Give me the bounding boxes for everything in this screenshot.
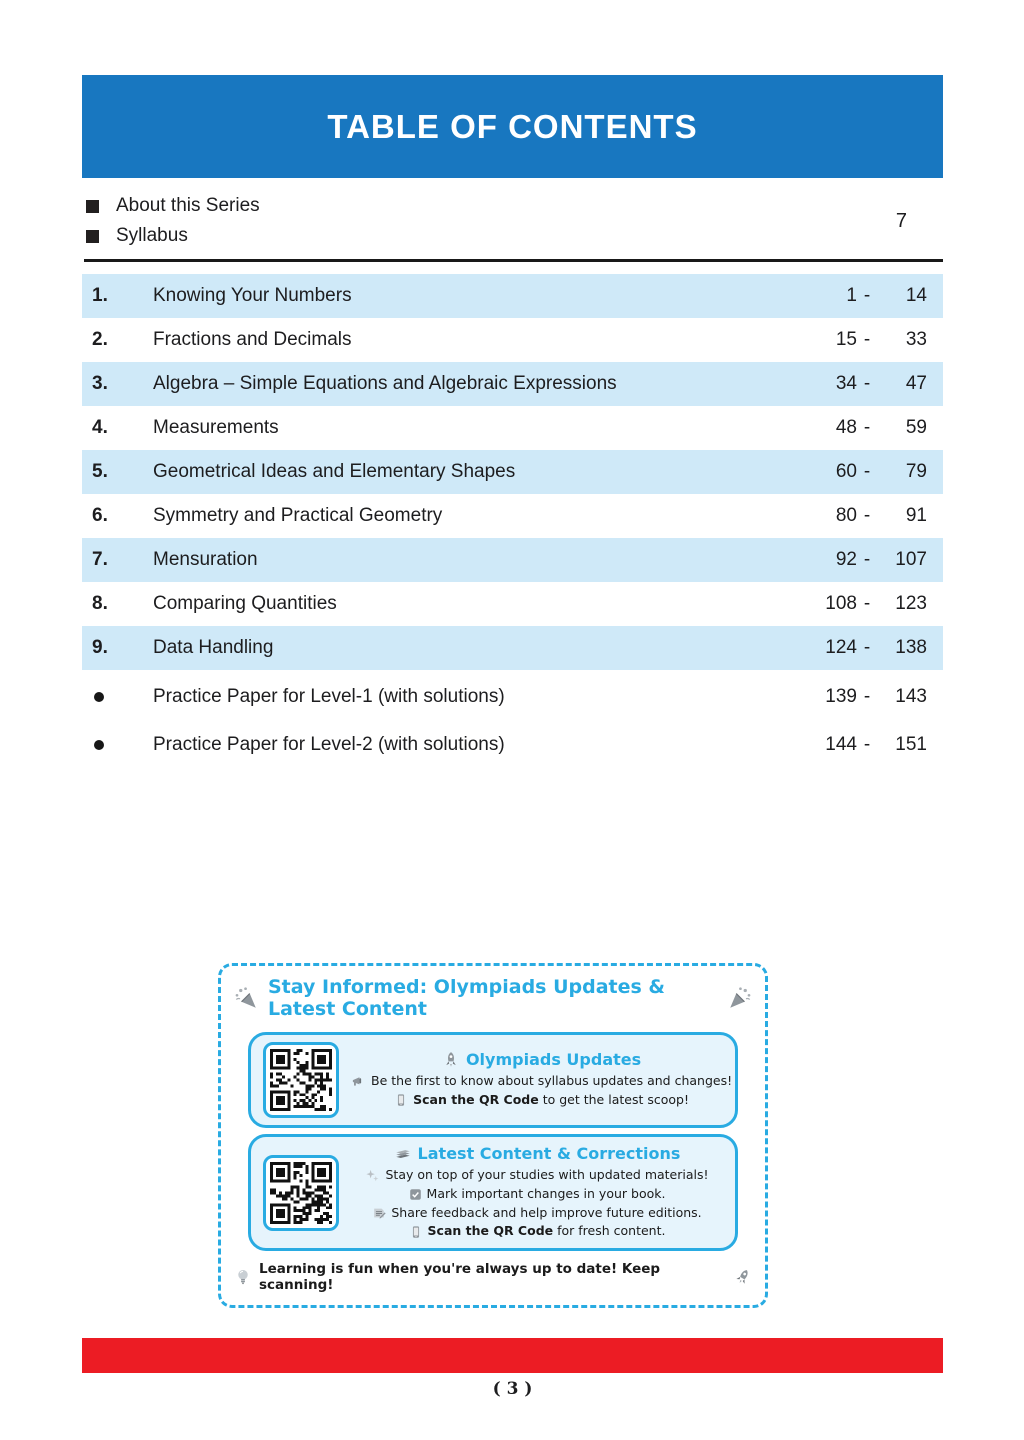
- front-matter-item: [84, 191, 943, 221]
- chapter-title: Knowing Your Numbers: [153, 285, 352, 306]
- practice-paper-title: Practice Paper for Level-2 (with solutions): [153, 734, 505, 755]
- table-row: [82, 494, 943, 538]
- front-matter-item: [84, 221, 943, 251]
- page-range: 34 - 47: [835, 373, 927, 394]
- chapter-title: Measurements: [153, 417, 279, 438]
- stay-informed-title-row: [234, 974, 752, 1026]
- toc-page: [82, 75, 943, 1399]
- party-popper-icon: [234, 986, 258, 1010]
- books-icon: [394, 1145, 412, 1163]
- table-row: [82, 406, 943, 450]
- table-row: [82, 626, 943, 670]
- table-row: [82, 538, 943, 582]
- chapter-number: 2.: [92, 329, 108, 350]
- page-range: 92 - 107: [835, 549, 927, 570]
- page-range: 108 - 123: [825, 593, 927, 614]
- front-matter-label: About this Series: [116, 195, 260, 216]
- bullet-cell: [82, 692, 138, 702]
- practice-paper-row: [82, 723, 943, 767]
- phone-icon: [394, 1093, 408, 1107]
- chapter-number: 1.: [92, 285, 108, 306]
- qr-code: [263, 1042, 339, 1118]
- megaphone-icon: [351, 1074, 366, 1089]
- chapter-number: 7.: [92, 549, 108, 570]
- chapter-title: Symmetry and Practical Geometry: [153, 505, 443, 526]
- table-row: [82, 582, 943, 626]
- circle-bullet-icon: [94, 740, 104, 750]
- olympiads-updates-card: [248, 1032, 738, 1128]
- info-footer-row: [234, 1261, 752, 1293]
- chapter-title: Fractions and Decimals: [153, 329, 352, 350]
- page-range: 48 - 59: [835, 417, 927, 438]
- chapter-number: 5.: [92, 461, 108, 482]
- chapter-title: Comparing Quantities: [153, 593, 337, 614]
- card-line: Mark important changes in your book.: [351, 1185, 723, 1204]
- divider-rule: [84, 259, 943, 262]
- chapter-title: Geometrical Ideas and Elementary Shapes: [153, 461, 516, 482]
- front-matter-section: [82, 178, 943, 262]
- page-number: ( 3 ): [492, 1379, 533, 1399]
- info-footer-text: Learning is fun when you're always up to date! Keep scanning!: [259, 1261, 661, 1293]
- page-range: 60 - 79: [835, 461, 927, 482]
- card-title: Latest Content & Corrections: [417, 1144, 681, 1163]
- practice-paper-title: Practice Paper for Level-1 (with solutions): [153, 686, 505, 707]
- page-header-banner: [82, 75, 943, 178]
- chapter-title: Data Handling: [153, 637, 274, 658]
- rocket-icon: [442, 1051, 460, 1069]
- light-bulb-icon: [234, 1268, 252, 1286]
- chapter-number: 9.: [92, 637, 108, 658]
- page-range: 80 - 91: [835, 505, 927, 526]
- chapter-title: Algebra – Simple Equations and Algebraic Expressions: [153, 373, 617, 394]
- card-title-row: [351, 1050, 732, 1069]
- page-range: 124 - 138: [825, 637, 927, 658]
- party-popper-icon: [728, 986, 752, 1010]
- card-title-row: [351, 1144, 723, 1163]
- sparkles-icon: [365, 1168, 380, 1183]
- red-footer-bar: [82, 1338, 943, 1373]
- front-matter-page-number: 7: [895, 209, 907, 232]
- chapter-number: 8.: [92, 593, 108, 614]
- latest-content-card: [248, 1134, 738, 1251]
- rocket-icon: [734, 1268, 752, 1286]
- page-range: 1 - 14: [846, 285, 927, 306]
- circle-bullet-icon: [94, 692, 104, 702]
- bullet-cell: [82, 740, 138, 750]
- table-row: [82, 318, 943, 362]
- card-title: Olympiads Updates: [465, 1050, 642, 1070]
- page-range: 139 - 143: [825, 686, 927, 707]
- practice-paper-row: [82, 675, 943, 719]
- stay-informed-box: [218, 963, 768, 1308]
- page-range: 144 - 151: [825, 734, 927, 755]
- chapter-number: 4.: [92, 417, 108, 438]
- chapter-list: [82, 274, 943, 767]
- table-row: [82, 274, 943, 318]
- square-bullet-icon: [86, 200, 99, 213]
- page-title: TABLE OF CONTENTS: [327, 107, 698, 145]
- checkbox-icon: [409, 1188, 422, 1201]
- qr-code: [263, 1155, 339, 1231]
- chapter-number: 6.: [92, 505, 108, 526]
- memo-icon: [372, 1206, 386, 1220]
- card-line: Stay on top of your studies with updated materials!: [351, 1166, 723, 1185]
- card-body: [351, 1050, 732, 1110]
- table-row: [82, 362, 943, 406]
- table-row: [82, 450, 943, 494]
- card-line: Be the first to know about syllabus updates and changes!: [351, 1072, 732, 1091]
- card-line: Scan the QR Code to get the latest scoop!: [351, 1091, 732, 1110]
- chapter-number: 3.: [92, 373, 108, 394]
- card-line: Scan the QR Code for fresh content.: [351, 1222, 723, 1241]
- front-matter-label: Syllabus: [116, 225, 188, 246]
- square-bullet-icon: [86, 230, 99, 243]
- card-body: [351, 1144, 723, 1241]
- chapter-title: Mensuration: [153, 549, 258, 570]
- stay-informed-title: Stay Informed: Olympiads Updates & Latest Content: [268, 976, 666, 1020]
- card-line: Share feedback and help improve future editions.: [351, 1204, 723, 1223]
- phone-icon: [409, 1225, 423, 1239]
- page-range: 15 - 33: [835, 329, 927, 350]
